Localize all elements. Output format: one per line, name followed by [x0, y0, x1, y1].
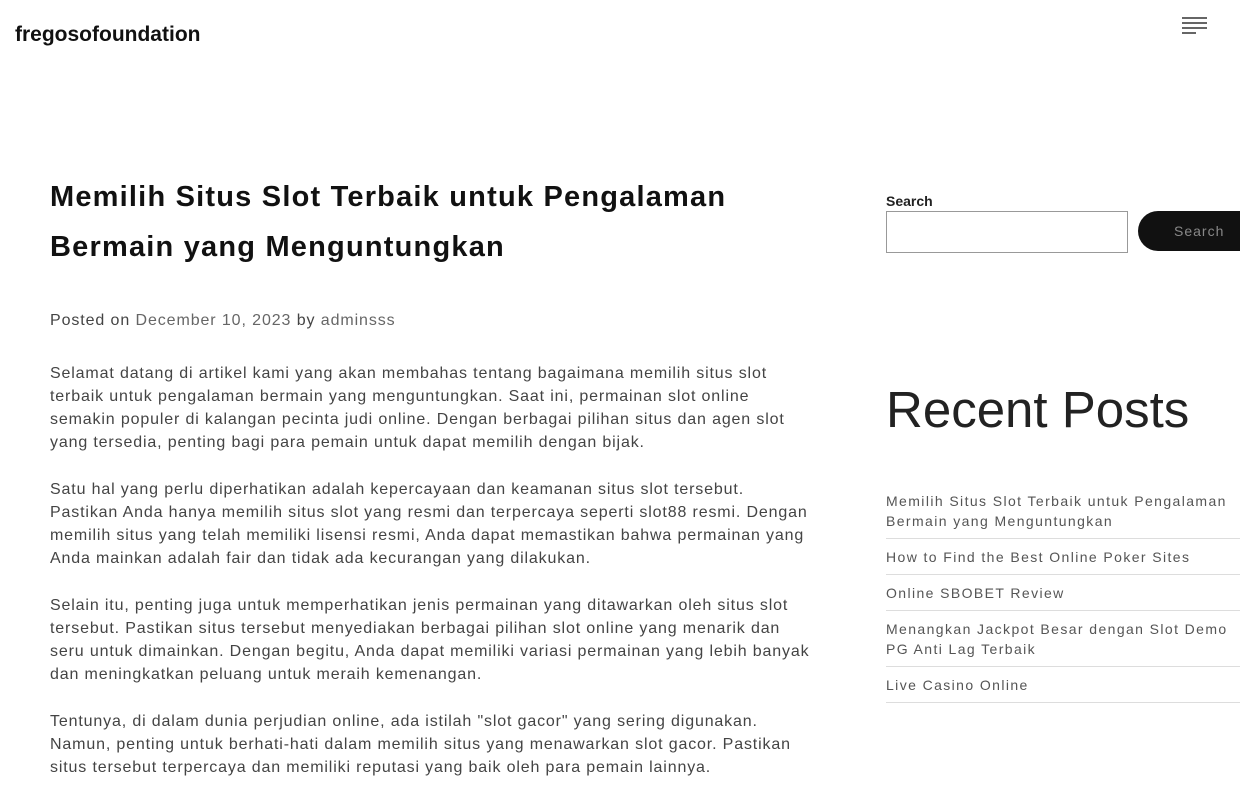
article-title-line: Bermain yang Menguntungkan [50, 231, 505, 263]
article-paragraph [50, 478, 830, 570]
posted-on-label: Posted on [50, 312, 131, 329]
search-input[interactable] [886, 211, 1128, 253]
recent-post-link[interactable] [886, 621, 1228, 657]
recent-post-title-line: Menangkan Jackpot Besar dengan Slot Demo [886, 621, 1228, 637]
search-button[interactable]: Search [1138, 211, 1240, 251]
by-label: by [296, 312, 316, 329]
recent-post-item [886, 611, 1240, 667]
hamburger-menu-icon[interactable] [1180, 14, 1210, 40]
recent-post-item [886, 485, 1240, 539]
paragraph-line: Tentunya, di dalam dunia perjudian online, ada istilah "slot gacor" yang sering digunakan. [50, 713, 758, 730]
paragraph-line: Namun, penting untuk berhati-hati dalam memilih situs yang menawarkan slot gacor. Pastikan [50, 736, 791, 753]
article-meta [50, 312, 830, 330]
paragraph-line: yang tersedia, penting bagi para pemain untuk dapat memilih dengan bijak. [50, 434, 645, 451]
recent-post-title-line: Online SBOBET Review [886, 585, 1065, 601]
recent-post-link[interactable] [886, 677, 1029, 693]
main-content [50, 172, 830, 803]
paragraph-line: Anda mainkan adalah fair dan tidak ada kecurangan yang dilakukan. [50, 550, 591, 567]
paragraph-line: Selain itu, penting juga untuk memperhatikan jenis permainan yang ditawarkan oleh situs slot [50, 597, 789, 614]
recent-post-item [886, 575, 1240, 611]
article-body [50, 362, 830, 779]
paragraph-line: semakin populer di kalangan pecinta judi online. Dengan berbagai pilihan situs dan agen slot [50, 411, 785, 428]
recent-post-title-line: Memilih Situs Slot Terbaik untuk Pengalaman [886, 493, 1227, 509]
author-link[interactable]: adminsss [320, 312, 396, 329]
paragraph-line: seru untuk dimainkan. Dengan begitu, Anda dapat memiliki variasi permainan yang lebih banyak [50, 643, 810, 660]
article-title [50, 172, 830, 272]
site-title-link[interactable]: fregosofoundation [15, 23, 201, 46]
paragraph-line: terbaik untuk pengalaman bermain yang menguntungkan. Saat ini, permainan slot online [50, 388, 750, 405]
article-paragraph [50, 362, 830, 454]
recent-post-link[interactable] [886, 549, 1190, 565]
article-paragraph [50, 594, 830, 686]
paragraph-line: dan meningkatkan peluang untuk meraih kemenangan. [50, 666, 483, 683]
recent-post-title-line: PG Anti Lag Terbaik [886, 641, 1037, 657]
recent-post-title-line: How to Find the Best Online Poker Sites [886, 549, 1191, 565]
recent-posts-heading: Recent Posts [886, 381, 1190, 438]
paragraph-line: Selamat datang di artikel kami yang akan membahas tentang bagaimana memilih situs slot [50, 365, 767, 382]
recent-post-link[interactable] [886, 585, 1065, 601]
search-form [886, 211, 1240, 255]
sidebar [886, 193, 1240, 703]
recent-post-title-line: Bermain yang Menguntungkan [886, 513, 1114, 529]
recent-post-title-line: Live Casino Online [886, 677, 1029, 693]
recent-post-item [886, 539, 1240, 575]
paragraph-line: tersebut. Pastikan situs tersebut menyediakan berbagai pilihan slot online yang menarik dan [50, 620, 781, 637]
article-title-line: Memilih Situs Slot Terbaik untuk Pengalaman [50, 181, 727, 213]
paragraph-line: situs tersebut terpercaya dan memiliki reputasi yang baik oleh para pemain lainnya. [50, 759, 712, 776]
recent-posts-list [886, 485, 1240, 703]
recent-post-item [886, 667, 1240, 703]
search-label: Search [886, 193, 933, 209]
article-paragraph [50, 710, 830, 779]
paragraph-line: Satu hal yang perlu diperhatikan adalah kepercayaan dan keamanan situs slot tersebut. [50, 481, 744, 498]
paragraph-line: memilih situs yang telah memiliki lisensi resmi, Anda dapat memastikan bahwa permainan yang [50, 527, 805, 544]
post-date-link[interactable]: December 10, 2023 [135, 312, 292, 329]
paragraph-line: Pastikan Anda hanya memilih situs slot yang resmi dan terpercaya seperti slot88 resmi. Dengan [50, 504, 808, 521]
recent-post-link[interactable] [886, 493, 1227, 529]
